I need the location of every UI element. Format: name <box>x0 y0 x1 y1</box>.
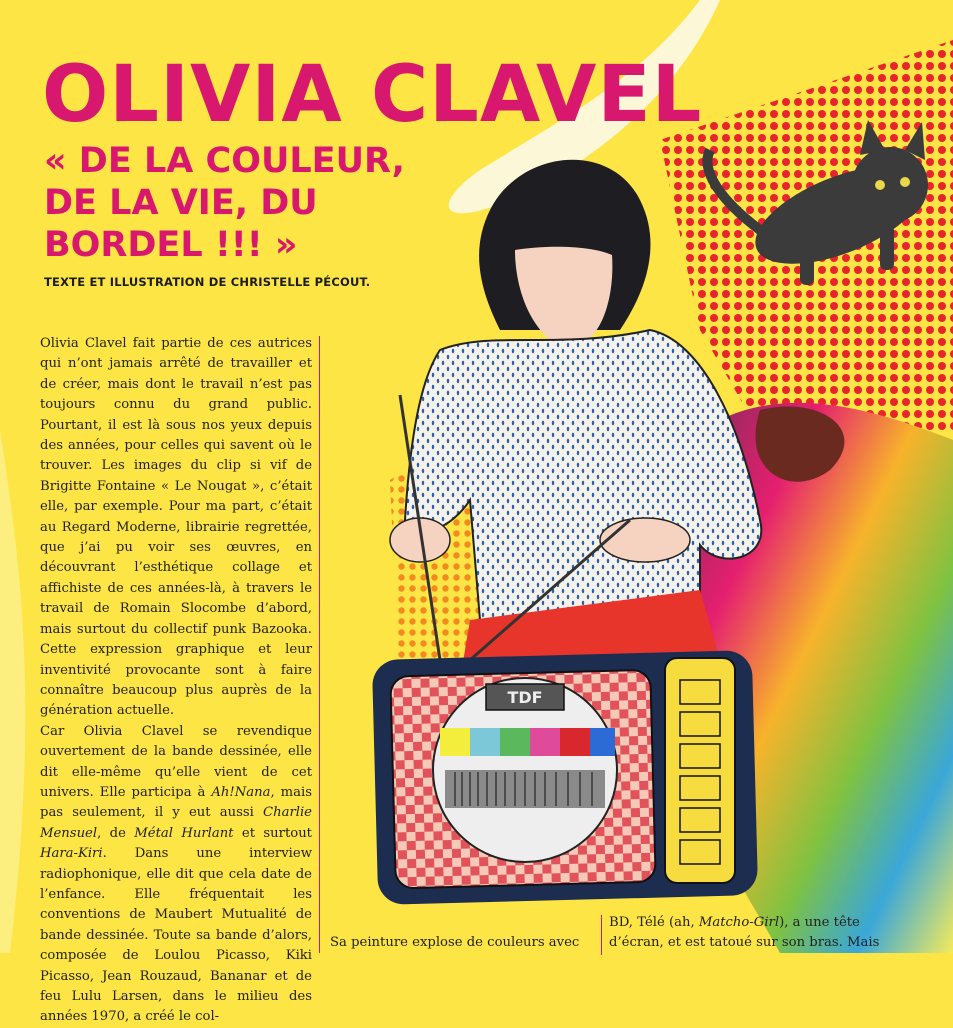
face <box>515 247 612 348</box>
tv-logo: TDF <box>507 688 543 707</box>
tv-set <box>372 650 758 905</box>
text-column-1 <box>40 334 312 1028</box>
text-line: Sa peinture explose de couleurs avec <box>330 935 580 950</box>
text-run: BD, Télé (ah, <box>609 915 699 930</box>
subtitle-line: BORDEL !!! » <box>44 225 298 265</box>
page-subtitle <box>44 140 484 266</box>
text-run: Car Olivia Clavel se revendique ouvertement de la bande dessinée, elle dit elle-même qu’elle vient de cet univers. Elle participa à <box>40 723 312 800</box>
paragraph: Olivia Clavel fait partie de ces autrices qui n’ont jamais arrêté de travailler et de créer, mais dont le travail n’est pas toujours connu du grand public. Pourtant, il est là sous nos yeux depuis des années, pour celles qui savent où le trouver. Les images du clip si vif de Brigitte Fontaine « Le Nougat », c’était elle, par exemple. Pour ma part, c’était au Regard Moderne, librairie regrettée, que j’ai pu voir ses œuvres, en découvrant l’esthétique collage et affichiste de ces années-là, à travers le travail de Romain Slocombe d’abord, mais surtout du collectif punk Bazooka. Cette expression graphique et leur inventivité provocante sont à faire connaître beaucoup plus auprès de la génération actuelle. <box>40 336 312 719</box>
text-column-3 <box>609 913 909 954</box>
text-run: , mais pas seulement, il y eut aussi <box>40 784 312 821</box>
subtitle-line: « DE LA COULEUR, <box>44 141 405 181</box>
byline: TEXTE ET ILLUSTRATION DE CHRISTELLE PÉCOUT. <box>44 275 371 289</box>
text-line: d’écran, et est tatoué sur son bras. Mais <box>609 935 880 951</box>
magazine-title: Ah!Nana <box>211 784 271 800</box>
text-run: et surtout <box>233 825 312 841</box>
text-column-2 <box>330 933 600 953</box>
text-line <box>609 913 909 933</box>
comic-title: Matcho-Girl <box>698 915 780 930</box>
magazine-title: Métal Hurlant <box>134 825 234 841</box>
column-divider <box>319 336 320 953</box>
column-divider <box>601 915 602 955</box>
paragraph <box>40 722 312 1028</box>
text-run: . Dans une interview radiophonique, elle dit que cela date de l’enfance. Elle fréquentait les conventions de Maubert Mutualité de bande dessinée. Toute sa bande d’alors, composée de Loulou Picasso, Kiki Picasso, Jean Rouzaud, Bananar et de feu Lulu Larsen, dans le milieu des années 1970, a créé le col- <box>40 846 312 1025</box>
magazine-title: Hara-Kiri <box>40 846 103 862</box>
text-run: ), a une tête <box>779 915 860 930</box>
magazine-title: Charlie Mensuel <box>40 805 312 841</box>
subtitle-line: DE LA VIE, DU <box>44 183 318 223</box>
page-title: OLIVIA CLAVEL <box>42 50 703 140</box>
text-run: , de <box>97 825 135 841</box>
